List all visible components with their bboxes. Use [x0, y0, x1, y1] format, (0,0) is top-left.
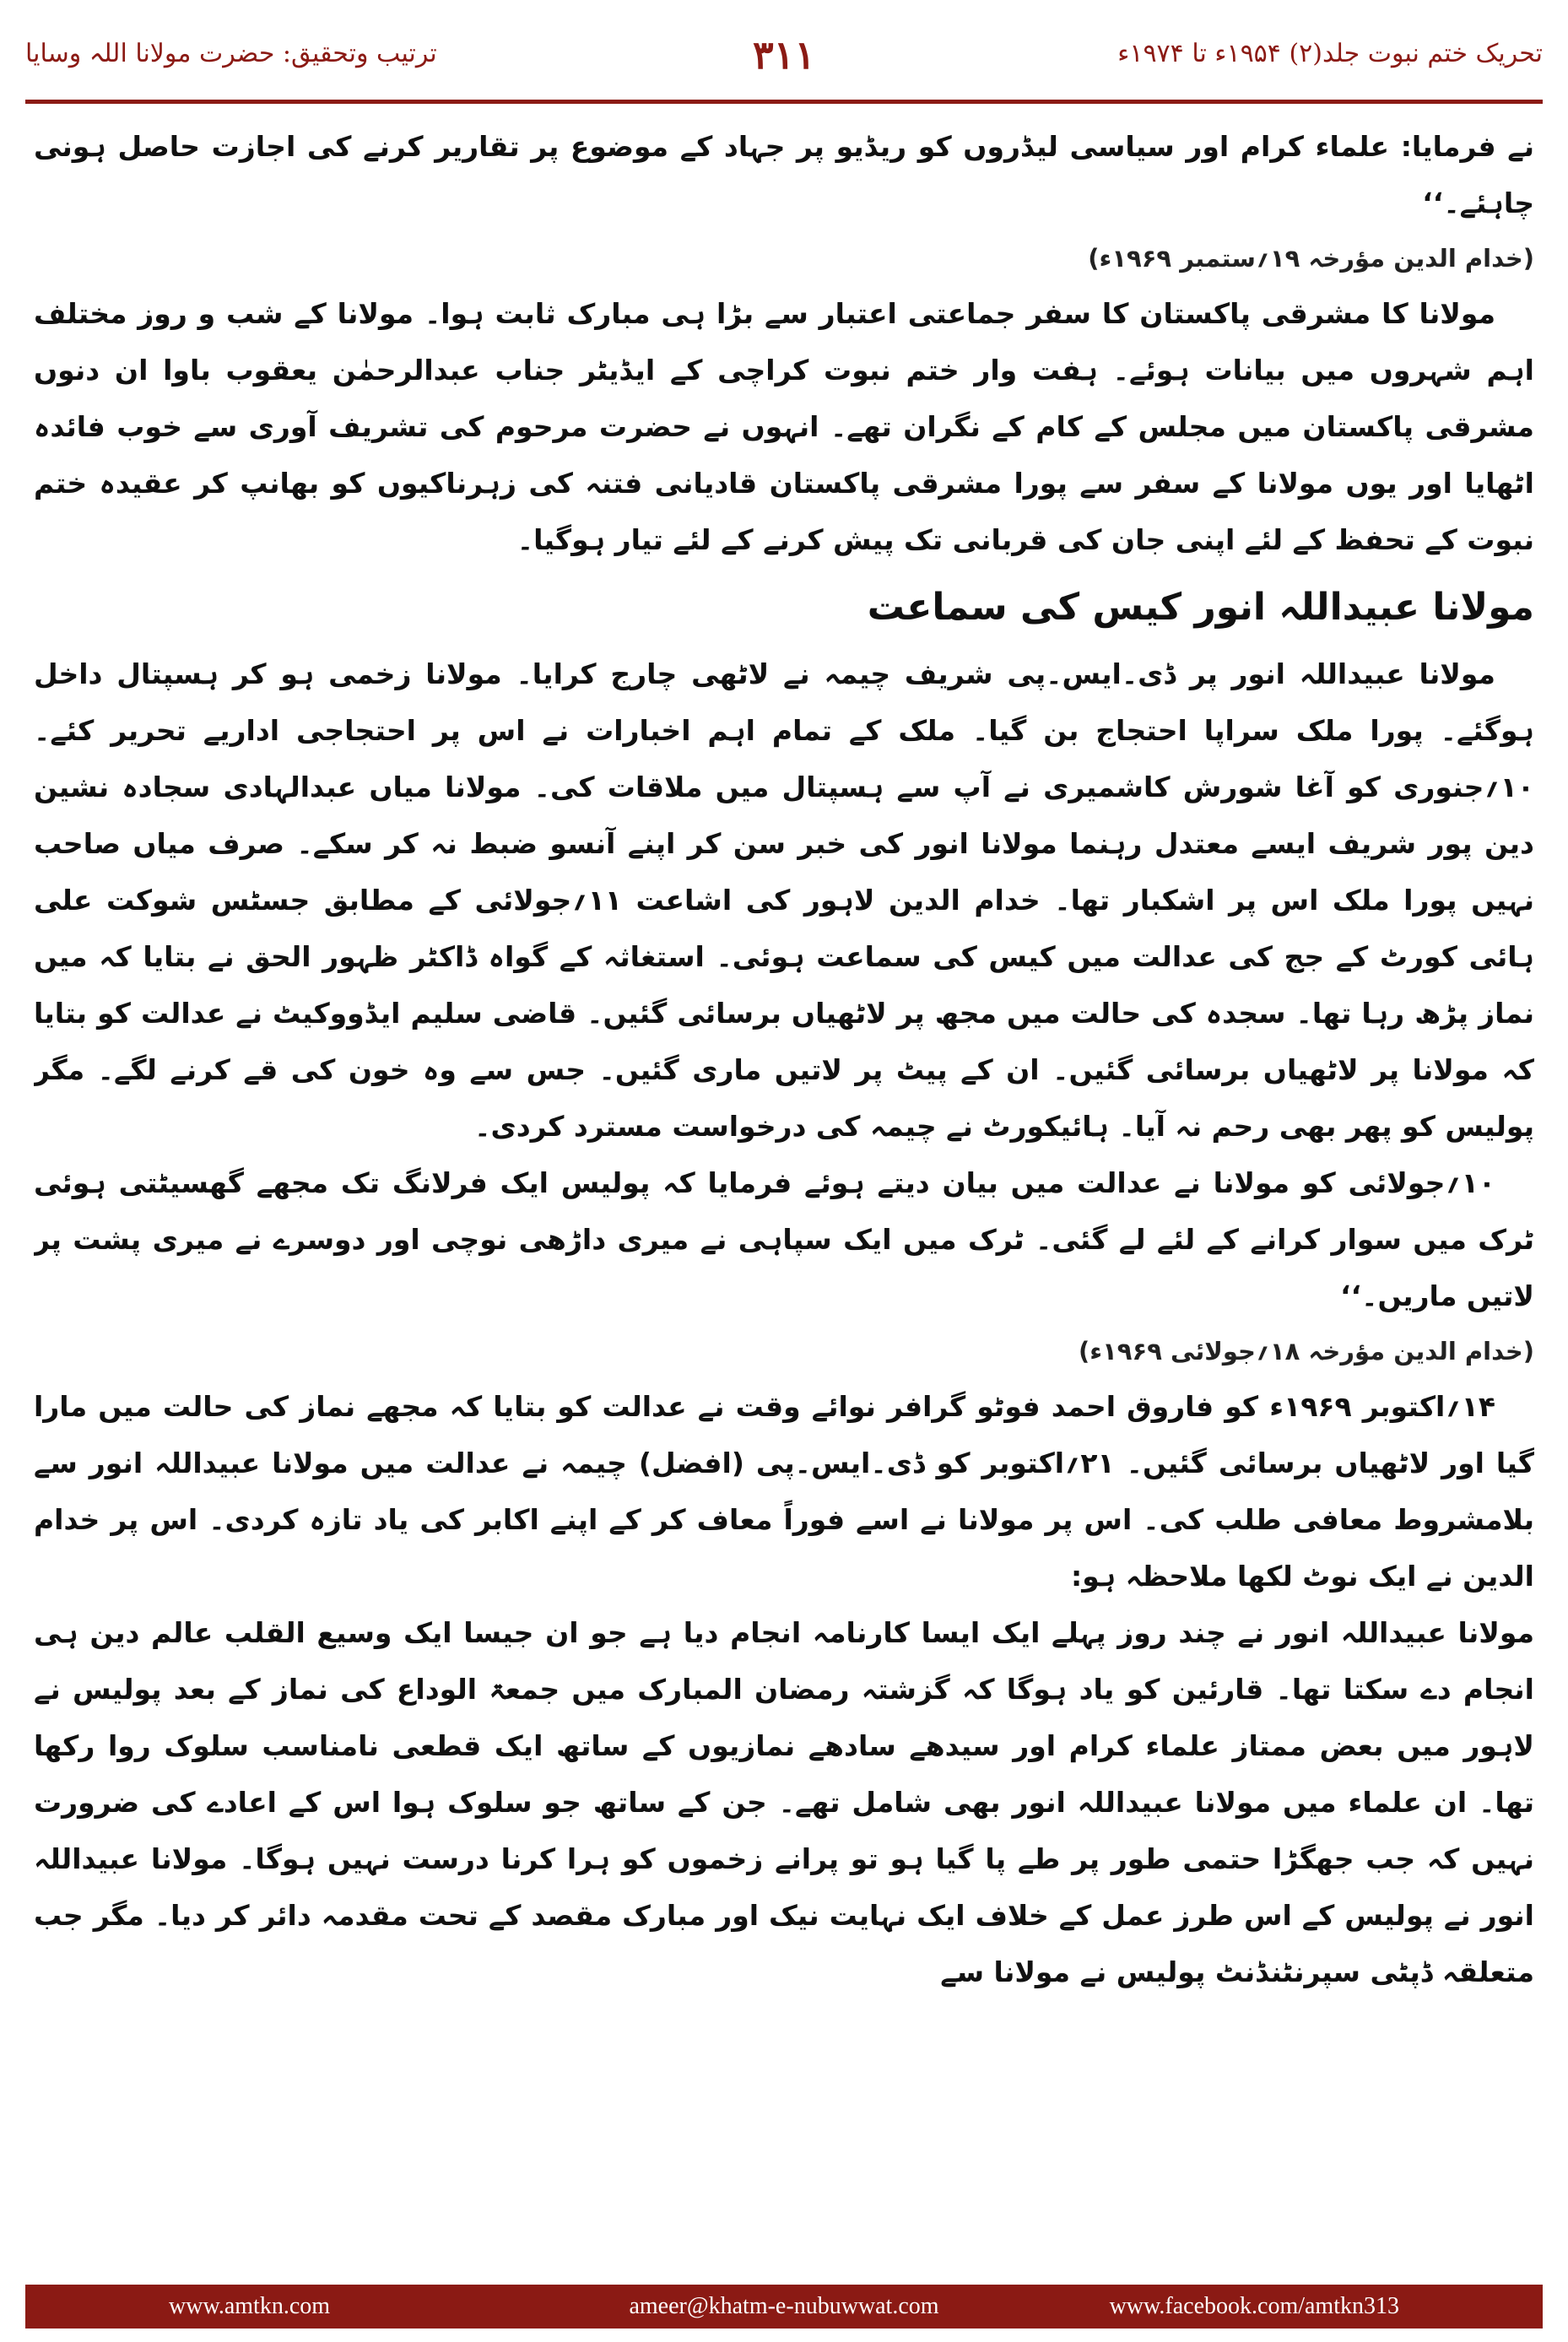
website-link[interactable]: www.amtkn.com — [169, 2293, 331, 2319]
section-heading: مولانا عبیداللہ انور کیس کی سماعت — [867, 586, 1534, 629]
page-footer — [25, 2285, 1543, 2328]
paragraph: ۱۴؍اکتوبر ۱۹۶۹ء کو فاروق احمد فوٹو گرافر نوائے وقت نے عدالت کو بتایا کہ مجھے نماز کی حالت میں مارا گیا اور لاٹھیاں برسائی گئیں۔ ۲۱؍اکتوبر کو ڈی۔ایس۔پی (افضل) چیمہ نے عدالت میں مولانا عبیداللہ انور سے بلامشروط معافی طلب کی۔ اس پر مولانا نے اسے فوراً معاف کر کے اپنے اکابر کی یاد تازہ کردی۔ اس پر خدام الدین نے ایک نوٹ لکھا ملاحظہ ہو: — [34, 1390, 1534, 1593]
paragraph: ۱۰؍جولائی کو مولانا نے عدالت میں بیان دیتے ہوئے فرمایا کہ پولیس ایک فرلانگ تک مجھے گھسیٹتی ہوئی ٹرک میں سوار کرانے کے لئے لے گئی۔ ٹرک میں ایک سپاہی نے میری داڑھی نوچی اور دوسرے نے میری پشت پر لاتیں ماریں۔‘‘ — [34, 1166, 1534, 1312]
facebook-link[interactable]: www.facebook.com/amtkn313 — [1109, 2293, 1399, 2319]
paragraph: نے فرمایا: علماء کرام اور سیاسی لیڈروں کو ریڈیو پر جہاد کے موضوع پر تقاریر کرنے کی اجازت حاصل ہونی چاہئے۔‘‘ — [34, 130, 1534, 219]
compiler-credit: ترتیب وتحقیق: حضرت مولانا اللہ وسایا — [25, 39, 437, 68]
page-number: ۳۱۱ — [752, 32, 816, 78]
source-reference: (خدام الدین مؤرخہ ۱۹؍ستمبر ۱۹۶۹ء) — [1088, 244, 1534, 273]
source-reference: (خدام الدین مؤرخہ ۱۸؍جولائی ۱۹۶۹ء) — [1079, 1337, 1534, 1366]
paragraph: مولانا کا مشرقی پاکستان کا سفر جماعتی اعتبار سے بڑا ہی مبارک ثابت ہوا۔ مولانا کے شب و روز مختلف اہم شہروں میں بیانات ہوئے۔ ہفت وار ختم نبوت کراچی کے ایڈیٹر جناب عبدالرحمٰن یعقوب باوا ان دنوں مشرقی پاکستان میں مجلس کے کام کے نگران تھے۔ انہوں نے حضرت مرحوم کی تشریف آوری سے خوب فائدہ اٹھایا اور یوں مولانا کے سفر سے پورا مشرقی پاکستان قادیانی فتنہ کی زہرناکیوں کو بھانپ کر عقیدہ ختم نبوت کے تحفظ کے لئے اپنی جان کی قربانی تک پیش کرنے کے لئے تیار ہوگیا۔ — [34, 297, 1534, 556]
page-body — [34, 118, 1534, 2237]
email-link[interactable]: ameer@khatm-e-nubuwwat.com — [629, 2293, 939, 2319]
page-header — [25, 32, 1543, 91]
header-divider — [25, 100, 1543, 104]
book-title: تحریک ختم نبوت جلد(۲) ۱۹۵۴ء تا ۱۹۷۴ء — [1117, 39, 1543, 68]
paragraph: مولانا عبیداللہ انور نے چند روز پہلے ایک ایسا کارنامہ انجام دیا ہے جو ان جیسا ایک وسیع القلب عالم دین ہی انجام دے سکتا تھا۔ قارئین کو یاد ہوگا کہ گزشتہ رمضان المبارک میں جمعۃ الوداع کی نماز کے بعد پولیس نے لاہور میں بعض ممتاز علماء کرام اور سیدھے سادھے نمازیوں کے ساتھ ایک قطعی نامناسب سلوک روا رکھا تھا۔ ان علماء میں مولانا عبیداللہ انور بھی شامل تھے۔ جن کے ساتھ جو سلوک ہوا اس کے اعادے کی ضرورت نہیں کہ جب جھگڑا حتمی طور پر طے پا گیا ہو تو پرانے زخموں کو ہرا کرنا درست نہیں ہوگا۔ مولانا عبیداللہ انور نے پولیس کے اس طرز عمل کے خلاف ایک نہایت نیک اور مبارک مقصد کے تحت مقدمہ دائر کر دیا۔ مگر جب متعلقہ ڈپٹی سپرنٹنڈنٹ پولیس نے مولانا سے — [34, 1616, 1534, 1988]
paragraph: مولانا عبیداللہ انور پر ڈی۔ایس۔پی شریف چیمہ نے لاٹھی چارج کرایا۔ مولانا زخمی ہو کر ہسپتال داخل ہوگئے۔ پورا ملک سراپا احتجاج بن گیا۔ ملک کے تمام اہم اخبارات نے اس پر احتجاجی اداریے تحریر کئے۔ ۱۰؍جنوری کو آغا شورش کاشمیری نے آپ سے ہسپتال میں ملاقات کی۔ مولانا میاں عبدالہادی سجادہ نشین دین پور شریف ایسے معتدل رہنما مولانا انور کی خبر سن کر اپنے آنسو ضبط نہ کر سکے۔ صرف میاں صاحب نہیں پورا ملک اس پر اشکبار تھا۔ خدام الدین لاہور کی اشاعت ۱۱؍جولائی کے مطابق جسٹس شوکت علی ہائی کورٹ کے جج کی عدالت میں کیس کی سماعت ہوئی۔ استغاثہ کے گواہ ڈاکٹر ظہور الحق نے بتایا کہ میں نماز پڑھ رہا تھا۔ سجدہ کی حالت میں مجھ پر لاٹھیاں برسائی گئیں۔ قاضی سلیم ایڈووکیٹ نے عدالت کو بتایا کہ مولانا پر لاٹھیاں برسائی گئیں۔ ان کے پیٹ پر لاتیں ماری گئیں۔ جس سے وہ خون کی قے کرنے لگے۔ مگر پولیس کو پھر بھی رحم نہ آیا۔ ہائیکورٹ نے چیمہ کی درخواست مسترد کردی۔ — [34, 657, 1534, 1143]
